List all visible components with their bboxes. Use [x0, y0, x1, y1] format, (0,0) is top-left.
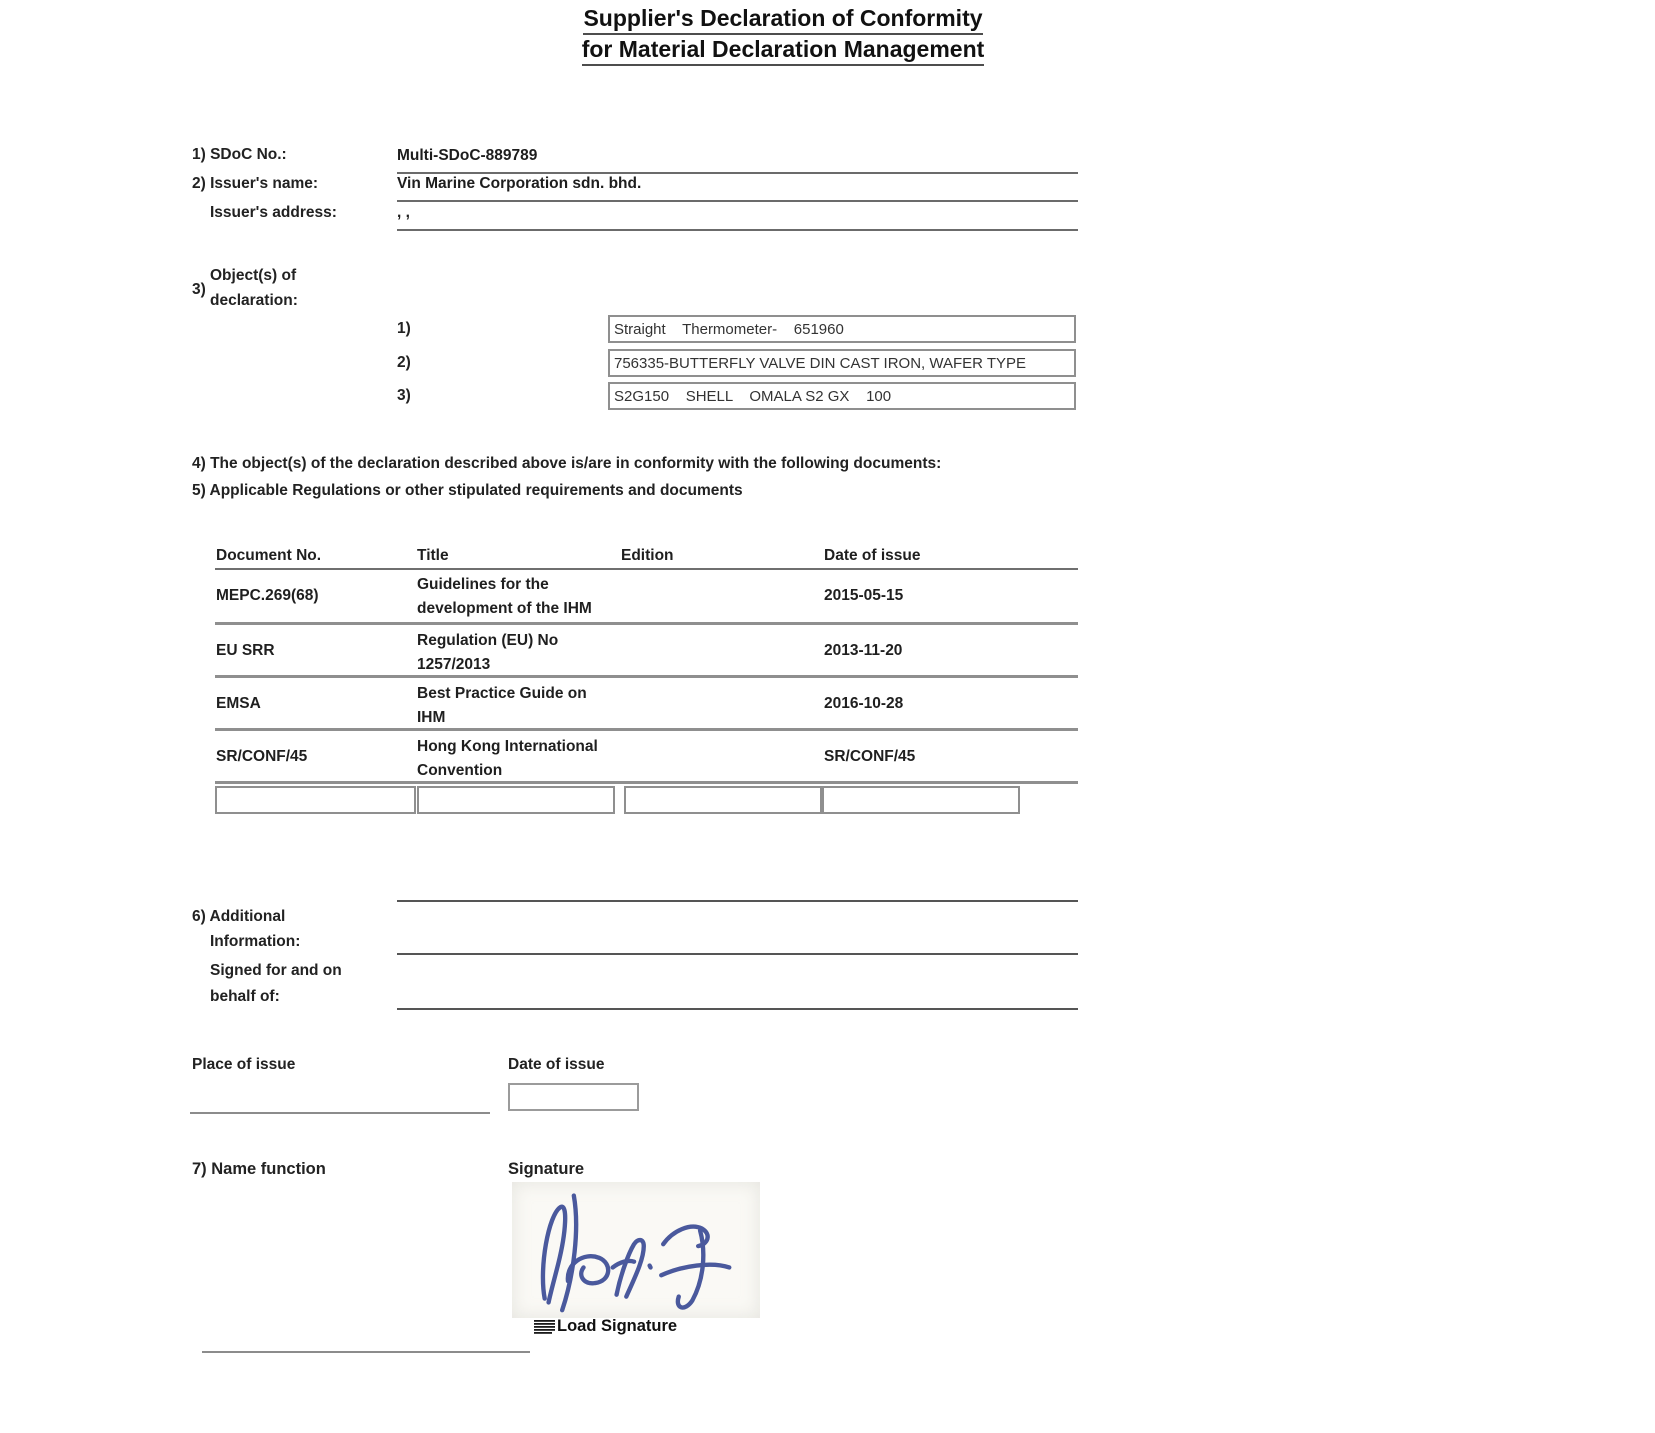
load-signature-label: Load Signature	[557, 1317, 678, 1335]
name-function-label: 7) Name function	[192, 1160, 326, 1178]
doc-no-cell: SR/CONF/45	[216, 748, 308, 765]
objects-number: 3)	[192, 281, 206, 298]
signed-label-line-1: Signed for and on	[210, 962, 342, 979]
place-of-issue-label: Place of issue	[192, 1056, 296, 1073]
additional-label-line-1: 6) Additional	[192, 908, 286, 925]
page-title	[393, 4, 1173, 66]
name-function-line[interactable]	[202, 1351, 530, 1353]
doc-no-cell: EMSA	[216, 695, 261, 712]
table-row	[215, 570, 1078, 625]
date-of-issue-input[interactable]	[508, 1083, 639, 1111]
additional-info-line-1[interactable]	[397, 900, 1078, 902]
statement-4: 4) The object(s) of the declaration described above is/are in conformity with the following documents:	[192, 455, 942, 472]
issuer-name-label: 2) Issuer's name:	[192, 175, 319, 192]
col-header-document-no: Document No.	[216, 547, 322, 564]
objects-label-line-2: declaration:	[210, 292, 298, 309]
title-cell: Regulation (EU) No 1257/2013	[417, 632, 559, 673]
page-title-line-2: for Material Declaration Management	[582, 35, 985, 66]
new-date-input[interactable]	[822, 786, 1020, 814]
signature-image	[512, 1182, 760, 1318]
title-cell: Hong Kong International Convention	[417, 738, 598, 779]
date-cell: 2013-11-20	[824, 642, 903, 659]
col-header-edition: Edition	[621, 547, 674, 564]
sdoc-no-label: 1) SDoC No.:	[192, 146, 287, 163]
objects-label-line-1: Object(s) of	[210, 267, 297, 284]
signed-behalf-line[interactable]	[397, 1008, 1078, 1010]
object-3-input[interactable]	[608, 382, 1076, 410]
col-header-title: Title	[417, 547, 449, 564]
additional-info-line-2[interactable]	[397, 953, 1078, 955]
object-2-number: 2)	[397, 354, 411, 371]
issuer-address-label: Issuer's address:	[210, 204, 337, 221]
date-of-issue-label: Date of issue	[508, 1056, 605, 1073]
issuer-name-field[interactable]: Vin Marine Corporation sdn. bhd.	[397, 175, 1078, 202]
date-cell: 2015-05-15	[824, 587, 904, 604]
col-header-date-of-issue: Date of issue	[824, 547, 921, 564]
lines-icon	[534, 1319, 556, 1334]
new-edition-input[interactable]	[624, 786, 822, 814]
object-3-number: 3)	[397, 387, 411, 404]
new-title-input[interactable]	[417, 786, 615, 814]
doc-no-cell: EU SRR	[216, 642, 275, 659]
date-cell: 2016-10-28	[824, 695, 904, 712]
object-1-number: 1)	[397, 320, 411, 337]
table-row	[215, 679, 1078, 731]
signature-label: Signature	[508, 1160, 585, 1178]
load-signature-button[interactable]	[534, 1317, 677, 1336]
object-1-input[interactable]	[608, 315, 1076, 343]
table-row	[215, 626, 1078, 678]
title-cell: Guidelines for the development of the IHM	[417, 576, 592, 617]
additional-label-line-2: Information:	[210, 933, 301, 950]
doc-no-cell: MEPC.269(68)	[216, 587, 319, 604]
title-cell: Best Practice Guide on IHM	[417, 685, 587, 726]
signature-ink	[512, 1182, 760, 1318]
signed-label-line-2: behalf of:	[210, 988, 280, 1005]
page-title-line-1: Supplier's Declaration of Conformity	[583, 4, 982, 35]
place-of-issue-line[interactable]	[190, 1112, 490, 1114]
sdoc-no-field[interactable]: Multi-SDoC-889789	[397, 147, 1078, 174]
object-2-input[interactable]	[608, 349, 1076, 377]
date-cell: SR/CONF/45	[824, 748, 916, 765]
new-doc-no-input[interactable]	[215, 786, 416, 814]
table-row	[215, 732, 1078, 784]
statement-5: 5) Applicable Regulations or other stipulated requirements and documents	[192, 482, 743, 499]
issuer-address-field[interactable]: , ,	[397, 204, 1078, 231]
